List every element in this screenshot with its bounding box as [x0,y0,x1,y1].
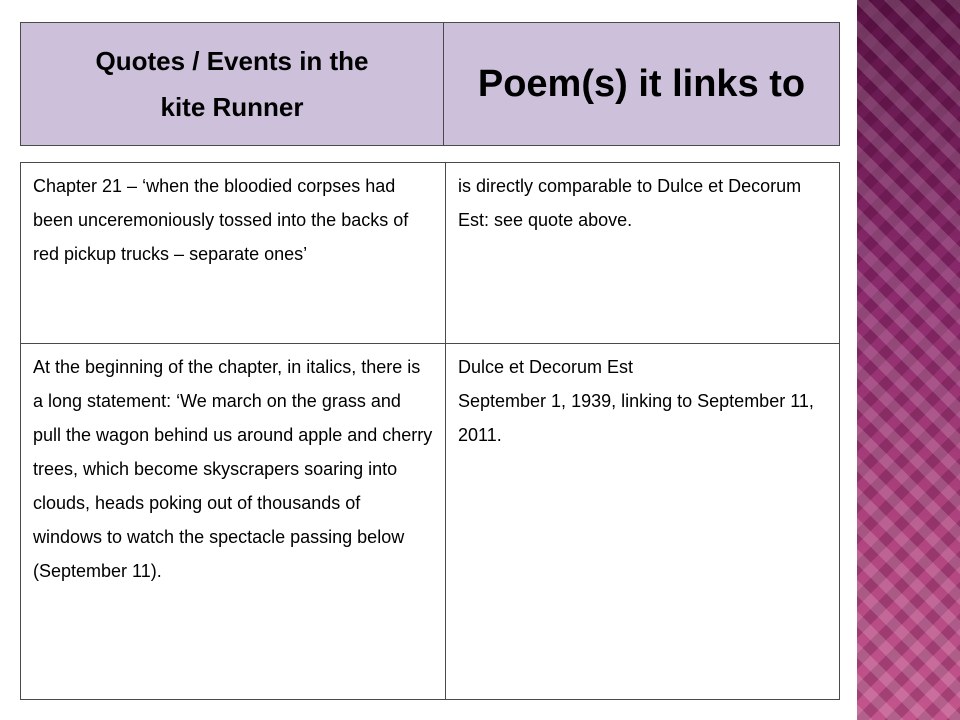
header-quotes-line2: kite Runner [160,92,304,122]
decorative-side-band [855,0,960,720]
quote-cell: Chapter 21 – ‘when the bloodied corpses had been unceremoniously tossed into the backs of red pickup trucks – separate ones’ [21,163,446,344]
content-table [20,162,840,700]
poem-cell [446,163,840,344]
header-row [21,23,840,146]
poem-line: Dulce et Decorum Est [458,357,634,377]
table-row [21,163,840,344]
table-row [21,344,840,700]
header-poems: Poem(s) it links to [444,23,840,146]
poem-cell [446,344,840,700]
header-table [20,22,840,146]
header-quotes-events [21,23,444,146]
poem-line: September 1, 1939, linking to September 11, 2011. [458,391,814,445]
quote-cell: At the beginning of the chapter, in italics, there is a long statement: ‘We march on the grass and pull the wagon behind us around apple and cherry trees, which become skyscrapers soaring into clouds, heads poking out of thousands of windows to watch the spectacle passing below (September 11). [21,344,446,700]
poem-line: is directly comparable to Dulce et Decorum Est: see quote above. [458,176,802,230]
header-quotes-line1: Quotes / Events in the [95,46,369,76]
